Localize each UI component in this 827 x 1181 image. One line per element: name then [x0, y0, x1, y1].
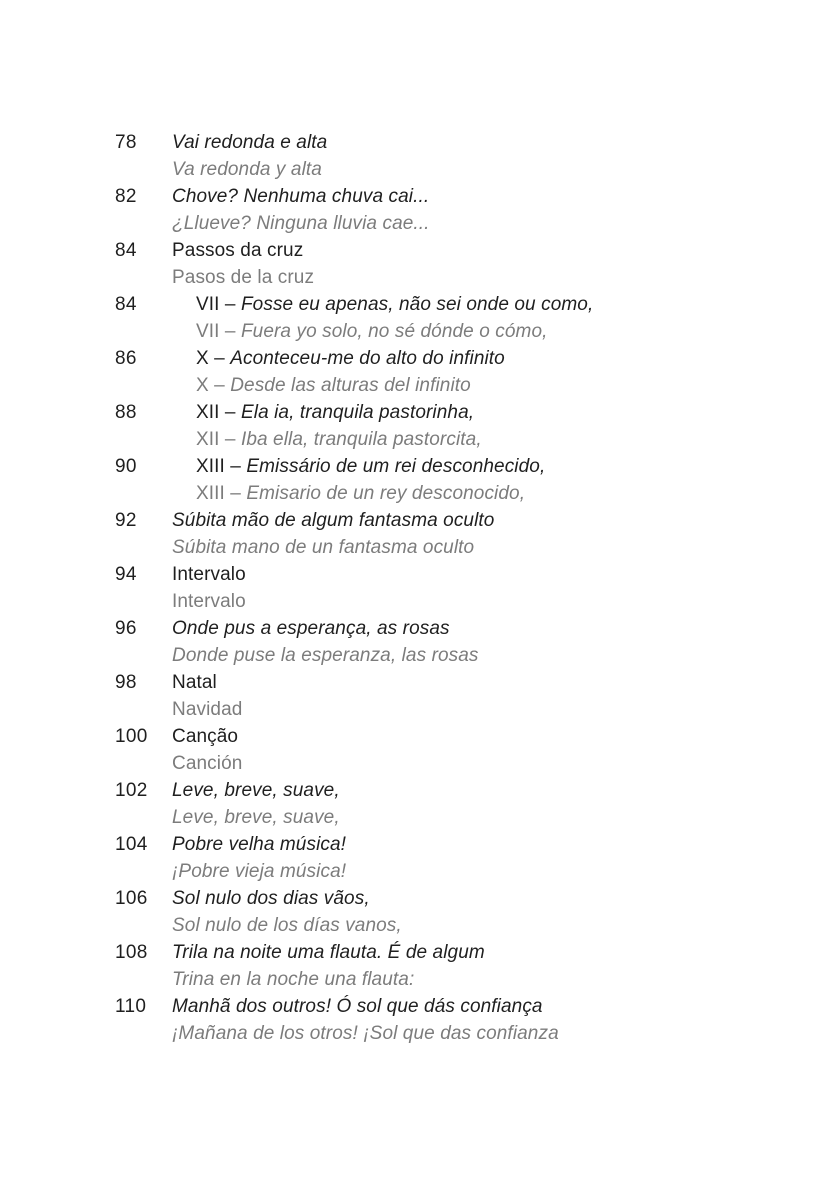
toc-entry — [115, 885, 775, 939]
title-translation — [172, 156, 775, 183]
roman-numeral-prefix: XIII – — [196, 456, 247, 477]
entry-titles — [172, 939, 775, 993]
roman-numeral-prefix: VII – — [196, 321, 241, 342]
title-text-translation: Navidad — [172, 699, 243, 720]
title-original — [172, 885, 775, 912]
toc-entry — [115, 939, 775, 993]
roman-numeral-prefix: XIII – — [196, 483, 247, 504]
title-translation — [172, 858, 775, 885]
title-text-translation: Fuera yo solo, no sé dónde o cómo, — [240, 321, 548, 342]
page-number: 94 — [115, 564, 137, 585]
title-text-translation: Leve, breve, suave, — [172, 807, 340, 828]
title-original — [172, 129, 775, 156]
entry-titles — [172, 723, 775, 777]
title-text-original: Sol nulo dos dias vãos, — [172, 888, 370, 909]
title-translation — [172, 1020, 775, 1047]
page-number: 92 — [115, 510, 137, 531]
toc-entry — [115, 399, 775, 453]
page-number: 98 — [115, 672, 137, 693]
page-number: 108 — [115, 942, 148, 963]
title-text-translation: Va redonda y alta — [172, 159, 322, 180]
title-text-translation: Canción — [172, 753, 243, 774]
title-text-original: Onde pus a esperança, as rosas — [172, 618, 450, 639]
entry-titles — [172, 399, 775, 453]
title-original — [172, 831, 775, 858]
entry-titles — [172, 993, 775, 1047]
title-text-translation: Sol nulo de los días vanos, — [172, 915, 402, 936]
page-number: 90 — [115, 456, 137, 477]
entry-titles — [172, 561, 775, 615]
title-translation — [172, 696, 775, 723]
title-text-original: Fosse eu apenas, não sei onde ou como, — [240, 294, 594, 315]
title-text-translation: ¡Mañana de los otros! ¡Sol que das confianza — [172, 1023, 559, 1044]
page-number: 102 — [115, 780, 148, 801]
title-translation — [196, 318, 775, 345]
entry-titles — [172, 453, 775, 507]
title-translation — [172, 642, 775, 669]
table-of-contents — [115, 129, 775, 1047]
toc-entry — [115, 561, 775, 615]
toc-entry — [115, 291, 775, 345]
entry-titles — [172, 777, 775, 831]
title-text-original: Natal — [172, 672, 217, 693]
roman-numeral-prefix: X – — [196, 348, 231, 369]
title-original — [172, 993, 775, 1020]
title-text-translation: Pasos de la cruz — [172, 267, 315, 288]
title-original — [172, 723, 775, 750]
title-text-translation: Súbita mano de un fantasma oculto — [172, 537, 475, 558]
page-number: 96 — [115, 618, 137, 639]
title-text-translation: Donde puse la esperanza, las rosas — [172, 645, 479, 666]
title-translation — [196, 480, 775, 507]
toc-entry — [115, 237, 775, 291]
title-translation — [172, 912, 775, 939]
title-original — [172, 939, 775, 966]
entry-titles — [172, 615, 775, 669]
page-number: 78 — [115, 132, 137, 153]
title-original — [172, 615, 775, 642]
page-number: 86 — [115, 348, 137, 369]
title-translation — [172, 534, 775, 561]
toc-entry — [115, 669, 775, 723]
page-number: 84 — [115, 294, 137, 315]
title-original — [196, 345, 775, 372]
title-text-original: Pobre velha música! — [172, 834, 347, 855]
title-text-original: Passos da cruz — [172, 240, 304, 261]
roman-numeral-prefix: X – — [196, 375, 231, 396]
toc-entry — [115, 993, 775, 1047]
entry-titles — [172, 183, 775, 237]
title-text-translation: ¿Llueve? Ninguna lluvia cae... — [172, 213, 430, 234]
title-text-original: Aconteceu-me do alto do infinito — [230, 348, 505, 369]
roman-numeral-prefix: VII – — [196, 294, 241, 315]
toc-entry — [115, 183, 775, 237]
title-text-original: Manhã dos outros! Ó sol que dás confiança — [172, 996, 543, 1017]
title-text-translation: Iba ella, tranquila pastorcita, — [240, 429, 482, 450]
title-text-original: Ela ia, tranquila pastorinha, — [240, 402, 475, 423]
title-text-original: Leve, breve, suave, — [172, 780, 340, 801]
title-text-translation: Intervalo — [172, 591, 246, 612]
title-translation — [172, 210, 775, 237]
entry-titles — [172, 507, 775, 561]
entry-titles — [172, 669, 775, 723]
title-text-translation: ¡Pobre vieja música! — [172, 861, 347, 882]
page-number: 88 — [115, 402, 137, 423]
roman-numeral-prefix: XII – — [196, 429, 241, 450]
title-translation — [172, 804, 775, 831]
title-translation — [172, 966, 775, 993]
title-text-original: Trila na noite uma flauta. É de algum — [172, 942, 485, 963]
title-original — [172, 777, 775, 804]
toc-entry — [115, 777, 775, 831]
page-number: 84 — [115, 240, 137, 261]
title-text-translation: Emisario de un rey desconocido, — [246, 483, 526, 504]
title-original — [172, 237, 775, 264]
entry-titles — [172, 291, 775, 345]
entry-titles — [172, 237, 775, 291]
toc-entry — [115, 615, 775, 669]
title-translation — [172, 750, 775, 777]
entry-titles — [172, 129, 775, 183]
title-text-original: Chove? Nenhuma chuva cai... — [172, 186, 430, 207]
title-original — [196, 291, 775, 318]
title-original — [196, 453, 775, 480]
entry-titles — [172, 345, 775, 399]
title-text-translation: Trina en la noche una flauta: — [172, 969, 415, 990]
page-number: 104 — [115, 834, 148, 855]
roman-numeral-prefix: XII – — [196, 402, 241, 423]
title-translation — [172, 588, 775, 615]
title-original — [172, 561, 775, 588]
title-original — [172, 669, 775, 696]
toc-entry — [115, 507, 775, 561]
toc-entry — [115, 453, 775, 507]
title-text-original: Vai redonda e alta — [172, 132, 328, 153]
toc-entry — [115, 723, 775, 777]
toc-entry — [115, 345, 775, 399]
title-text-original: Intervalo — [172, 564, 246, 585]
title-translation — [196, 426, 775, 453]
page-number: 100 — [115, 726, 148, 747]
title-translation — [196, 372, 775, 399]
title-original — [172, 507, 775, 534]
title-text-original: Súbita mão de algum fantasma oculto — [172, 510, 495, 531]
page-number: 110 — [115, 996, 147, 1017]
entry-titles — [172, 831, 775, 885]
title-translation — [172, 264, 775, 291]
page-number: 82 — [115, 186, 137, 207]
title-text-original: Canção — [172, 726, 239, 747]
title-text-original: Emissário de um rei desconhecido, — [246, 456, 546, 477]
title-text-translation: Desde las alturas del infinito — [230, 375, 471, 396]
toc-entry — [115, 129, 775, 183]
toc-entry — [115, 831, 775, 885]
title-original — [196, 399, 775, 426]
title-original — [172, 183, 775, 210]
page-number: 106 — [115, 888, 148, 909]
entry-titles — [172, 885, 775, 939]
